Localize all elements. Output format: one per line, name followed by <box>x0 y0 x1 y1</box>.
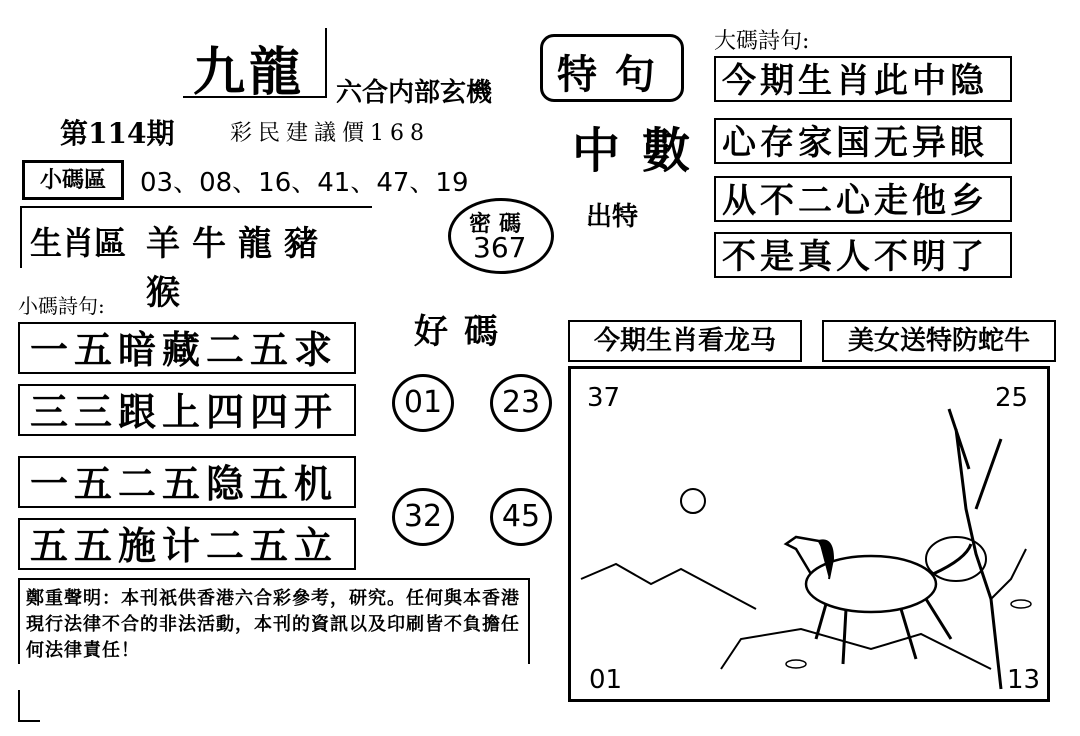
big-poem-line-3: 从不二心走他乡 <box>714 176 1012 222</box>
big-poem-line-1: 今期生肖此中隐 <box>714 56 1012 102</box>
picture-number-bottom-right: 13 <box>1007 665 1041 695</box>
good-code-1: 01 <box>392 374 454 432</box>
picture-number-bottom-left: 01 <box>589 665 623 695</box>
good-code-2: 23 <box>490 374 552 432</box>
hint-left: 今期生肖看龙马 <box>568 320 802 362</box>
price: 彩民建議價168 <box>230 121 430 146</box>
dog-landscape-illustration <box>571 369 1047 699</box>
logo-text: 九龍 <box>193 42 306 103</box>
special-badge-text: 特句 <box>557 51 673 98</box>
secret-code-oval <box>448 198 554 274</box>
picture-number-top-right: 25 <box>995 383 1029 413</box>
secret-code-value: 367 <box>473 231 527 264</box>
small-code-label: 小碼區 <box>22 160 124 200</box>
small-poem-line-3: 一五二五隐五机 <box>18 456 356 508</box>
disclaimer-text: 鄭重聲明：本刊祇供香港六合彩參考，研究。任何與本香港現行法律不合的非法活動，本刊的資訊以及印刷皆不負擔任何法律責任！ <box>26 588 520 661</box>
zodiac-label: 生肖區 <box>30 224 127 262</box>
issue-number: 第114期 <box>60 117 175 150</box>
special-sub: 出特 <box>586 202 639 232</box>
special-main: 中數 <box>572 123 713 179</box>
picture-box <box>568 366 1050 702</box>
big-poem-line-2: 心存家国无异眼 <box>714 118 1012 164</box>
small-poem-line-4: 五五施计二五立 <box>18 518 356 570</box>
small-poem-line-2: 三三跟上四四开 <box>18 384 356 436</box>
small-poem-label: 小碼詩句: <box>18 294 105 318</box>
disclaimer-box <box>18 578 530 664</box>
special-badge <box>540 34 684 102</box>
corner-mark <box>18 690 40 722</box>
small-code-numbers: 03、08、16、41、47、19 <box>140 168 469 198</box>
logo <box>183 28 327 103</box>
good-code-4: 45 <box>490 488 552 546</box>
big-poem-label: 大碼詩句: <box>714 29 810 54</box>
subtitle: 六合内部玄機 <box>336 78 493 108</box>
good-code-3: 32 <box>392 488 454 546</box>
zodiac-animals: 羊牛龍豬猴 <box>146 224 330 313</box>
hint-right: 美女送特防蛇牛 <box>822 320 1056 362</box>
good-codes-label: 好碼 <box>414 312 514 352</box>
big-poem-line-4: 不是真人不明了 <box>714 232 1012 278</box>
small-poem-line-1: 一五暗藏二五求 <box>18 322 356 374</box>
picture-number-top-left: 37 <box>587 383 621 413</box>
secret-code-label: 密碼 <box>469 211 530 237</box>
